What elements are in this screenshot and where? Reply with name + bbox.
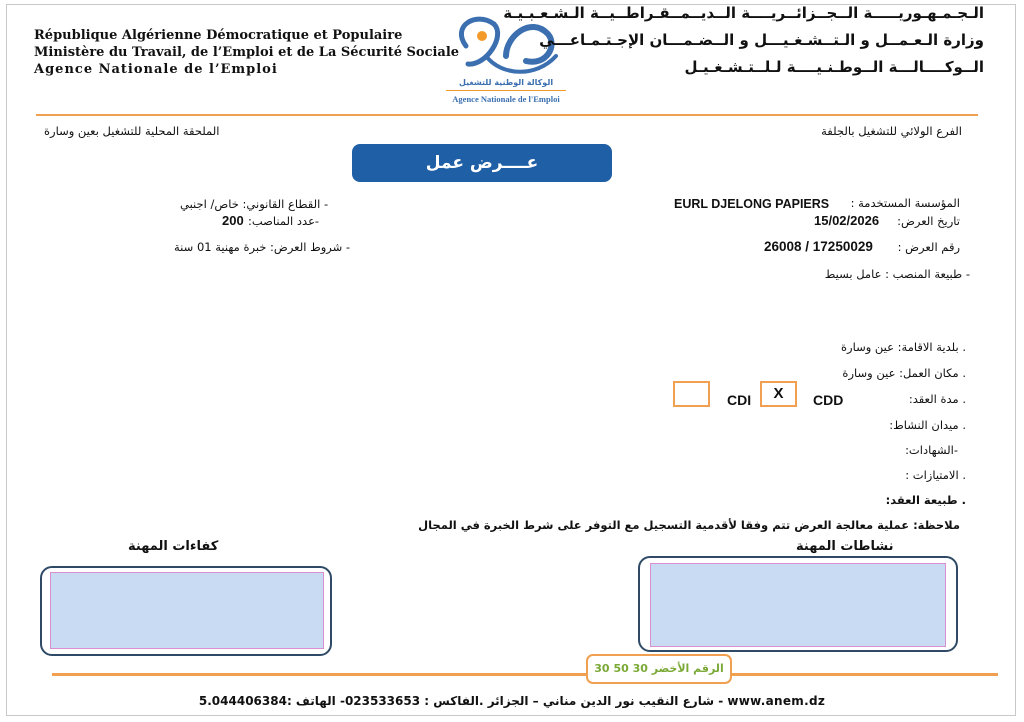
date-label: تاريخ العرض: xyxy=(897,214,960,228)
employer-label: المؤسسة المستخدمة : xyxy=(850,196,960,210)
header-divider xyxy=(36,114,978,116)
certificates: -الشهادات: xyxy=(905,443,958,457)
header-ar-line3: الــوكــــالـــة الــوطـنـيــــة لـلــتـشـغـيـل xyxy=(684,58,984,76)
note: ملاحظة: عملية معالجة العرض تتم وفقا لأقدمية التسجيل مع التوفر على شرط الخبرة في المجال xyxy=(418,518,960,532)
privileges: . الامتيازات : xyxy=(905,468,966,482)
cdi-label: CDI xyxy=(727,392,752,408)
activities-label: نشاطات المهنة xyxy=(796,539,894,554)
header-fr-line3: Agence Nationale de l’Emploi xyxy=(34,62,278,77)
positions-label: -عدد المناصب: xyxy=(248,214,320,228)
branch-left: الملحقة المحلية للتشغيل بعين وسارة xyxy=(44,124,220,138)
number-label: رقم العرض : xyxy=(897,240,960,254)
header-ar-line1: الـجـمـهـوريـــــة الــجــزائــريــــة الــديــمــقـراطــيــة الـشـعـبـيـة xyxy=(503,4,984,22)
header-ar-line2: وزارة الـعـمــل و الـتــشـغـيـــل و الــضـمـــان الإجـتـمـاعـــي xyxy=(539,31,984,49)
cdi-checkbox[interactable] xyxy=(673,381,710,407)
contract-nature: . طبيعة العقد: xyxy=(885,493,966,507)
date-value: 15/02/2026 xyxy=(814,213,880,228)
contract-duration: . مدة العقد: xyxy=(908,392,966,406)
branch-right: الفرع الولائي للتشغيل بالجلفة xyxy=(821,124,962,138)
footer-divider xyxy=(52,673,998,676)
post-nature: - طبيعة المنصب : عامل بسيط xyxy=(824,267,970,281)
offer-conditions: - شروط العرض: خبرة مهنية 01 سنة xyxy=(174,240,351,254)
page-title: عــــرض عمل xyxy=(352,144,612,182)
header-fr-line1: République Algérienne Démocratique et Populaire xyxy=(34,28,403,43)
positions-value: 200 xyxy=(222,213,244,228)
employer-value: EURL DJELONG PAPIERS xyxy=(674,197,830,211)
logo-french-text: Agence Nationale de l'Emploi xyxy=(452,94,560,104)
green-number: الرقم الأخضر 30 50 30 xyxy=(586,654,732,684)
activity-field: . ميدان النشاط: xyxy=(889,418,966,432)
residence: . بلدية الاقامة: عين وسارة xyxy=(840,340,966,354)
skills-field[interactable] xyxy=(50,572,324,649)
activities-field[interactable] xyxy=(650,563,946,647)
logo-divider xyxy=(446,90,566,91)
footer-address: 5.شارع النقيب نور الدين مناني – الجزائر .الفاكس : 023533653- الهاتف :044406384 - www.anem.dz xyxy=(198,694,826,708)
cdd-checkbox[interactable]: X xyxy=(760,381,797,407)
number-value: 26008 / 17250029 xyxy=(764,239,873,254)
header-fr-line2: Ministère du Travail, de l’Emploi et de La Sécurité Sociale xyxy=(34,45,460,60)
cdd-label: CDD xyxy=(813,392,844,408)
legal-sector: - القطاع القانوني: خاص/ اجنبي xyxy=(180,197,329,211)
logo-arabic-text: الوكالة الوطنية للتشغيل xyxy=(458,78,554,87)
work-place: . مكان العمل: عين وسارة xyxy=(842,366,966,380)
skills-label: كفاءات المهنة xyxy=(128,539,219,554)
